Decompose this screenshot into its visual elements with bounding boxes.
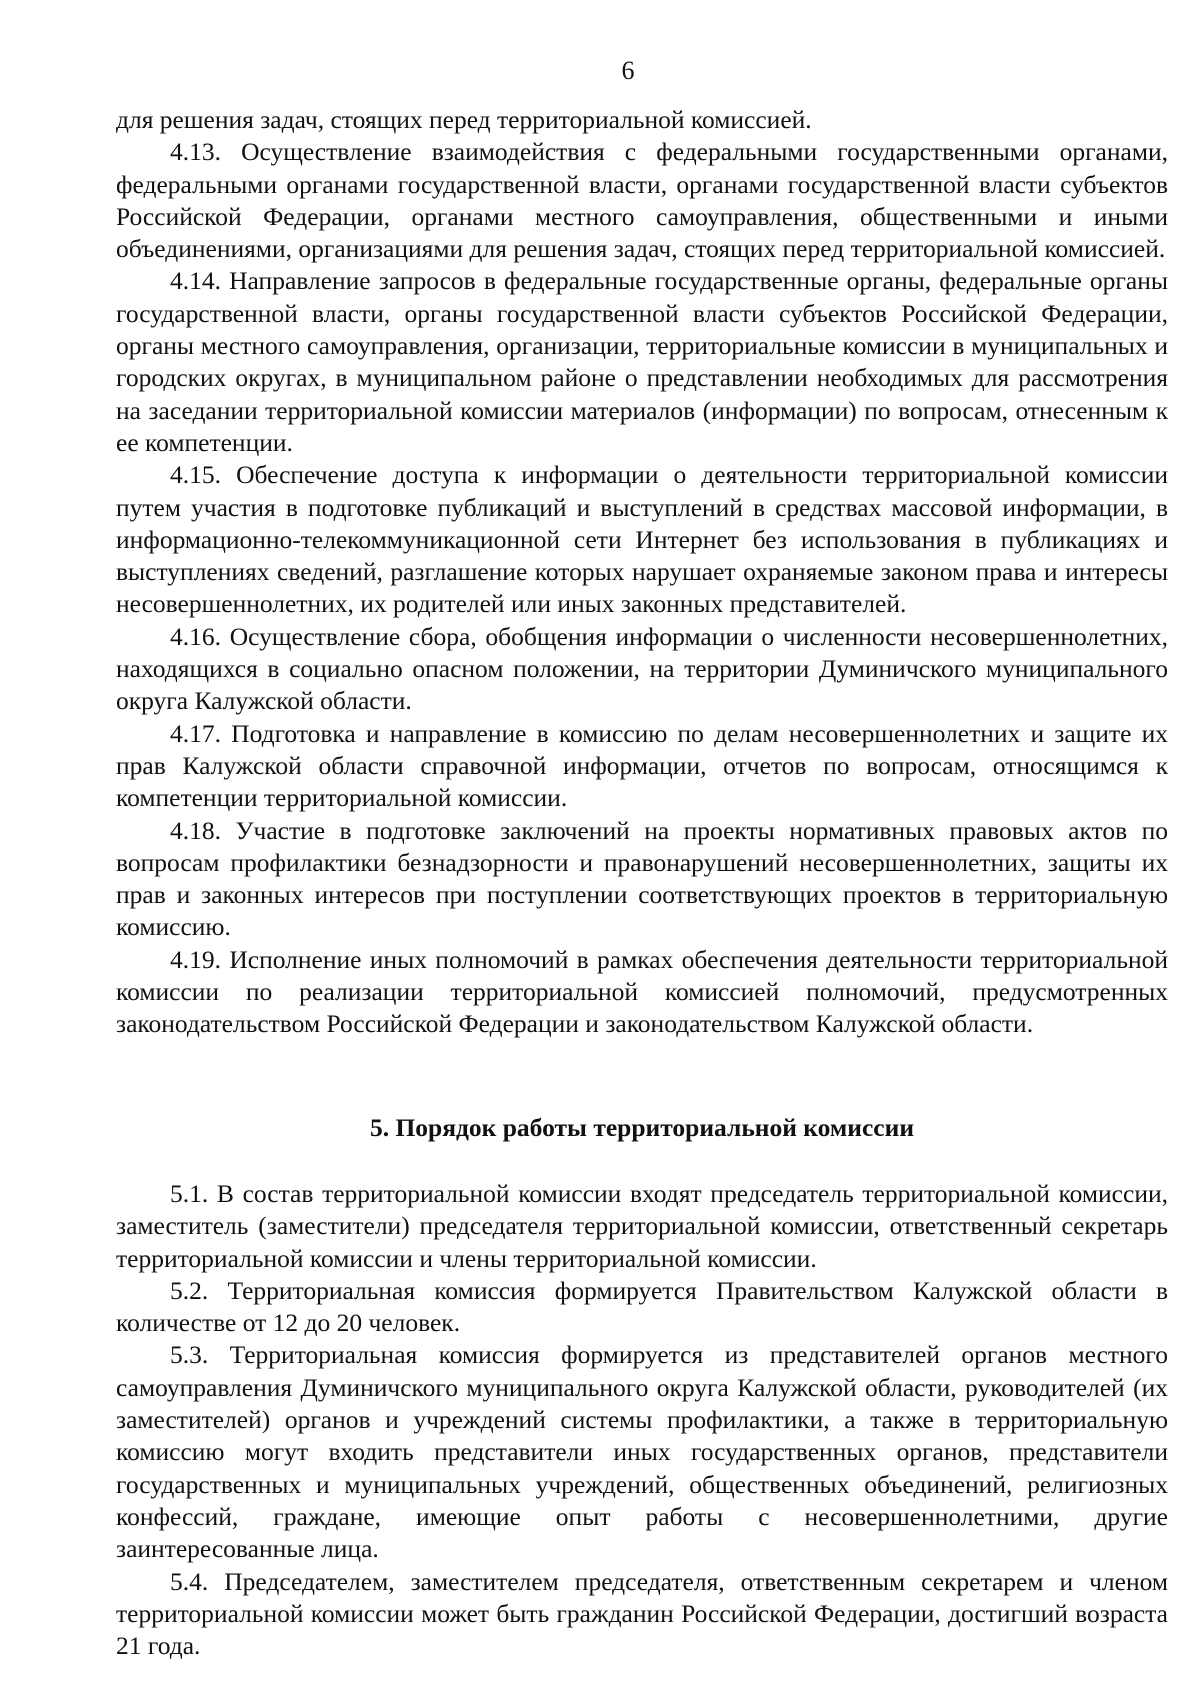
- item-4-16: 4.16. Осуществление сбора, обобщения информации о численности несовершеннолетних, находящихся в социально опасном положении, на территории Думиничского муниципального округа Калужской области.: [116, 621, 1168, 716]
- continuation-text: для решения задач, стоящих перед территориальной комиссией.: [116, 105, 812, 134]
- item-5-1: 5.1. В состав территориальной комиссии входят председатель территориальной комиссии, заместитель (заместители) председателя территориальной комиссии, ответственный секретарь территориальной комиссии и члены территориальной комиссии.: [116, 1179, 1168, 1273]
- item-4-19: 4.19. Исполнение иных полномочий в рамках обеспечения деятельности территориальной комиссии по реализации территориальной комиссией полномочий, предусмотренных законодательством Российской Федерации и законодательством Калужской области.: [116, 944, 1168, 1039]
- page-number: 6: [621, 56, 635, 85]
- item-5-2: 5.2. Территориальная комиссия формируется Правительством Калужской области в количестве от 12 до 20 человек.: [116, 1275, 1168, 1338]
- item-5-3: 5.3. Территориальная комиссия формируется из представителей органов местного самоуправления Думиничского муниципального округа Калужской области, руководителей (их заместителей) органов и учреждений системы профилактики, а также в территориальную комиссию могут входить представители иных государственных органов, представители государственных и муниципальных учреждений, общественных объединений, религиозных конфессий, граждане, имеющие опыт работы с несовершеннолетними, другие заинтересованные лица.: [116, 1340, 1168, 1564]
- item-4-15: 4.15. Обеспечение доступа к информации о деятельности территориальной комиссии путем участия в подготовке публикаций и выступлений в средствах массовой информации, в информационно-телекоммуникационной сети Интернет без использования в публикациях и выступлениях сведений, разглашение которых нарушает охраняемые законом права и интересы несовершеннолетних, их родителей или иных законных представителей.: [116, 460, 1168, 619]
- item-5-4: 5.4. Председателем, заместителем председателя, ответственным секретарем и членом территориальной комиссии может быть гражданин Российской Федерации, достигший возраста 21 года.: [116, 1566, 1168, 1661]
- item-4-14: 4.14. Направление запросов в федеральные государственные органы, федеральные органы государственной власти, органы государственной власти субъектов Российской Федерации, органы местного самоуправления, организации, территориальные комиссии в муниципальных и городских округах, в муниципальном районе о представлении необходимых для рассмотрения на заседании территориальной комиссии материалов (информации) по вопросам, отнесенным к ее компетенции.: [116, 266, 1168, 457]
- item-4-13: 4.13. Осуществление взаимодействия с федеральными государственными органами, федеральными органами государственной власти, органами государственной власти субъектов Российской Федерации, органами местного самоуправления, общественными и иными объединениями, организациями для решения задач, стоящих перед территориальной комиссией.: [116, 137, 1168, 264]
- item-4-18: 4.18. Участие в подготовке заключений на проекты нормативных правовых актов по вопросам профилактики безнадзорности и правонарушений несовершеннолетних, защиты их прав и законных интересов при поступлении соответствующих проектов в территориальную комиссию.: [116, 815, 1168, 942]
- section-5-heading: 5. Порядок работы территориальной комиссии: [369, 1113, 915, 1142]
- section-5: [116, 1178, 1168, 1662]
- section-4-continued: [116, 104, 1168, 1041]
- item-4-17: 4.17. Подготовка и направление в комиссию по делам несовершеннолетних и защите их прав Калужской области справочной информации, отчетов по вопросам, относящимся к компетенции территориальной комиссии.: [116, 718, 1168, 813]
